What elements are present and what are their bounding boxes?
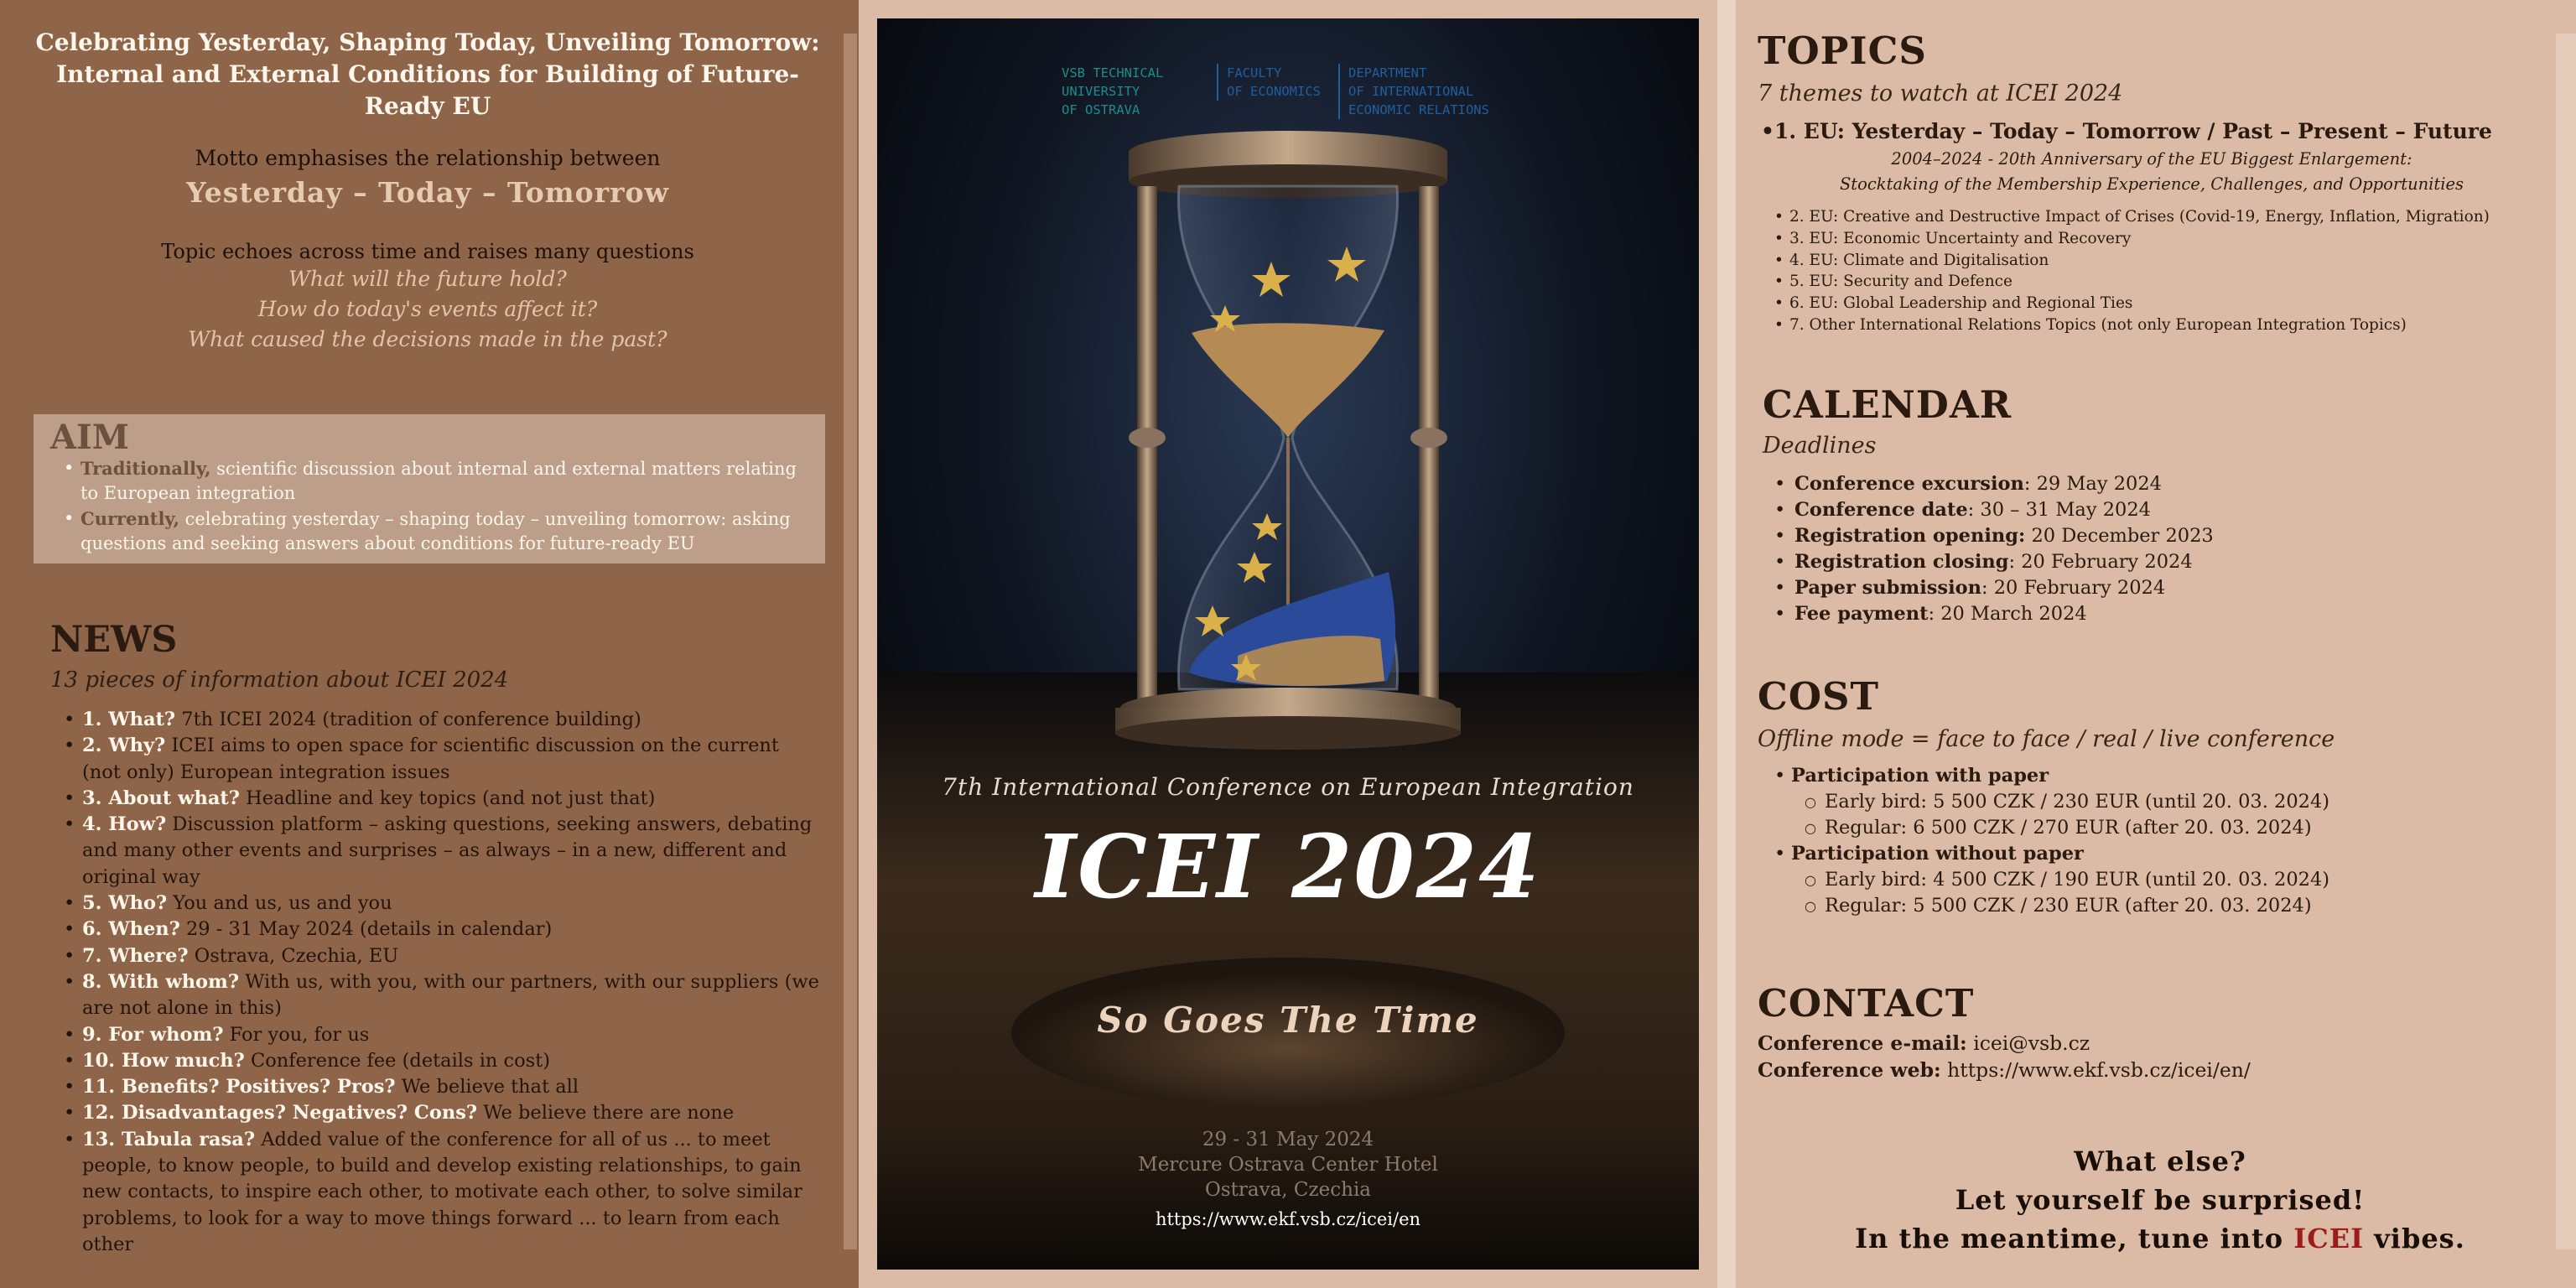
list-item — [1774, 523, 2214, 549]
item-label: Registration closing — [1794, 551, 2009, 573]
item-text: 20 December 2023 — [2025, 525, 2214, 547]
list-item — [50, 1100, 822, 1126]
logo-line: UNIVERSITY — [1062, 84, 1140, 99]
item-text: : 20 March 2024 — [1928, 603, 2087, 625]
closing-text: vibes. — [2364, 1223, 2465, 1254]
item-text: We believe that all — [395, 1076, 579, 1098]
email-label: Conference e-mail: — [1758, 1031, 1967, 1055]
cost-list — [1774, 763, 2329, 919]
item-label: Conference excursion — [1794, 473, 2024, 495]
item-label: 4. How? — [82, 813, 167, 836]
list-item — [50, 456, 805, 506]
list-item — [50, 969, 822, 1022]
conference-name: 7th International Conference on European Integration — [942, 773, 1634, 801]
topics-title: TOPICS — [1758, 29, 1927, 73]
left-panel — [0, 0, 859, 1288]
item-label: 5. Who? — [82, 892, 168, 915]
topic-main: • 1. EU: Yesterday – Today – Tomorrow / Past – Present – Future — [1774, 119, 2563, 143]
logo-line: OF OSTRAVA — [1062, 102, 1140, 117]
web-label: Conference web: — [1758, 1058, 1941, 1082]
cost-item: ○ Early bird: 5 500 CZK / 230 EUR (until 20. 03. 2024) — [1791, 789, 2329, 815]
item-label: 11. Benefits? Positives? Pros? — [82, 1076, 396, 1098]
echo-line: Topic echoes across time and raises many questions — [161, 240, 694, 263]
cost-sublist — [1791, 789, 2329, 841]
list-item — [1774, 601, 2214, 627]
cost-title: COST — [1758, 674, 1879, 719]
list-item — [1774, 497, 2214, 523]
closing-line: What else? — [2074, 1145, 2246, 1177]
cost-group-label: Participation without paper — [1791, 843, 2084, 865]
cost-group — [1774, 763, 2329, 841]
list-item: • 5. EU: Security and Defence — [1774, 271, 2563, 293]
list-item — [1774, 575, 2214, 601]
web-link[interactable]: https://www.ekf.vsb.cz/icei/en/ — [1940, 1058, 2251, 1082]
panel-edge — [844, 34, 857, 1249]
logo-line: OF ECONOMICS — [1227, 84, 1321, 99]
list-item — [1774, 471, 2214, 497]
topics-subtitle: 7 themes to watch at ICEI 2024 — [1758, 80, 2123, 106]
item-text: Conference fee (details in cost) — [244, 1049, 551, 1072]
logo-vsb — [1062, 64, 1163, 119]
question: How do today's events affect it? — [257, 297, 598, 321]
list-item: • 3. EU: Economic Uncertainty and Recovery — [1774, 228, 2563, 250]
list-item: • 7. Other International Relations Topics (not only European Integration Topics) — [1774, 314, 2563, 336]
poster-venue: Mercure Ostrava Center Hotel — [1138, 1154, 1438, 1176]
panel-edge — [1717, 0, 1736, 1288]
calendar-list — [1774, 471, 2214, 627]
list-item — [50, 917, 822, 943]
logo-faculty — [1217, 64, 1321, 101]
cost-sublist — [1791, 867, 2329, 919]
item-label: 8. With whom? — [82, 970, 240, 993]
item-label: 12. Disadvantages? Negatives? Cons? — [82, 1102, 478, 1124]
closing-line: Let yourself be surprised! — [1955, 1184, 2366, 1216]
item-text: We believe there are none — [477, 1102, 735, 1124]
contact-web — [1758, 1058, 2251, 1082]
cost-group — [1774, 841, 2329, 919]
cost-group-label: Participation with paper — [1791, 765, 2049, 787]
item-label: 7. Where? — [82, 944, 189, 967]
poster-motto: So Goes The Time — [1097, 1000, 1479, 1041]
news-title: NEWS — [50, 619, 178, 661]
calendar-subtitle: Deadlines — [1763, 433, 1877, 459]
item-label: 13. Tabula rasa? — [82, 1128, 256, 1150]
item-label: Registration opening: — [1794, 525, 2026, 547]
item-text: Added value of the conference for all of us ... to meet people, to know people, to build and develop existing relationships, to gain new contacts, to inspire each other, to motivate each other, to solve similar problems, to look for a way to move things forward ... to learn from each other — [82, 1128, 802, 1255]
topic-main-note: 2004–2024 - 20th Anniversary of the EU Biggest Enlargement: — [1891, 149, 2412, 169]
item-text: : 29 May 2024 — [2023, 473, 2162, 495]
aim-title: AIM — [50, 418, 130, 457]
item-text: For you, for us — [223, 1023, 370, 1046]
item-label: 2. Why? — [82, 735, 166, 757]
news-list — [50, 707, 822, 1258]
item-label: 10. How much? — [82, 1049, 245, 1072]
item-text: Ostrava, Czechia, EU — [188, 944, 399, 967]
university-logo — [1062, 47, 1531, 122]
item-label: 6. When? — [82, 918, 180, 941]
closing-text: In the meantime, tune into — [1855, 1223, 2294, 1254]
cost-item: ○ Early bird: 4 500 CZK / 190 EUR (until 20. 03. 2024) — [1791, 867, 2329, 893]
logo-line: ECONOMIC RELATIONS — [1348, 102, 1489, 117]
closing-line — [1758, 1223, 2563, 1254]
hourglass-illustration — [877, 18, 1699, 1270]
question: What caused the decisions made in the past? — [188, 327, 667, 351]
contact-email — [1758, 1031, 2090, 1055]
motto: Yesterday – Today – Tomorrow — [186, 176, 669, 209]
calendar-title: CALENDAR — [1763, 382, 2012, 427]
closing-accent: ICEI — [2293, 1223, 2365, 1254]
item-text: : 20 February 2024 — [1981, 577, 2166, 599]
item-text: : 20 February 2024 — [2008, 551, 2193, 573]
cost-subtitle: Offline mode = face to face / real / live conference — [1758, 726, 2335, 752]
logo-line: OF INTERNATIONAL — [1348, 84, 1474, 99]
item-text: 7th ICEI 2024 (tradition of conference building) — [175, 709, 641, 730]
item-text: Headline and key topics (and not just that) — [240, 787, 656, 809]
item-label: Paper submission — [1794, 577, 1981, 599]
list-item — [50, 812, 822, 891]
list-item — [50, 891, 822, 917]
logo-department — [1338, 64, 1489, 119]
cost-item: ○ Regular: 6 500 CZK / 270 EUR (after 20. 03. 2024) — [1791, 815, 2329, 841]
item-text: Discussion platform – asking questions, seeking answers, debating and many other events and surprises – as always – in a new, different and original way — [82, 813, 813, 888]
list-item — [50, 943, 822, 969]
list-item: • 6. EU: Global Leadership and Regional Ties — [1774, 293, 2563, 314]
email-link[interactable]: icei@vsb.cz — [1966, 1031, 2090, 1055]
topics-list — [1774, 206, 2563, 336]
item-label: Conference date — [1794, 499, 1968, 521]
item-text: With us, with you, with our partners, with our suppliers (we are not alone in this) — [82, 970, 819, 1020]
item-text: : 30 – 31 May 2024 — [1967, 499, 2151, 521]
list-item — [50, 1048, 822, 1074]
list-item — [50, 707, 822, 733]
item-text: You and us, us and you — [167, 892, 392, 915]
list-item: • 4. EU: Climate and Digitalisation — [1774, 250, 2563, 272]
item-text: 29 - 31 May 2024 (details in calendar) — [179, 918, 553, 941]
item-label: 3. About what? — [82, 787, 240, 809]
title-line: Internal and External Conditions for Building of Future-Ready EU — [56, 60, 799, 120]
list-item — [50, 1074, 822, 1100]
poster-date: 29 - 31 May 2024 — [1202, 1129, 1374, 1150]
item-label: Currently, — [80, 508, 179, 529]
item-label: Traditionally, — [80, 458, 211, 479]
contact-title: CONTACT — [1758, 981, 1975, 1026]
list-item — [50, 733, 822, 786]
item-text: ICEI aims to open space for scientific discussion on the current (not only) European integration issues — [82, 735, 779, 783]
news-subtitle: 13 pieces of information about ICEI 2024 — [50, 667, 509, 693]
list-item — [50, 1022, 822, 1048]
poster-city: Ostrava, Czechia — [1204, 1179, 1372, 1201]
question: What will the future hold? — [288, 267, 567, 291]
list-item: • 2. EU: Creative and Destructive Impact of Crises (Covid-19, Energy, Inflation, Migration) — [1774, 206, 2563, 228]
title-line: Celebrating Yesterday, Shaping Today, Unveiling Tomorrow: — [35, 29, 820, 56]
cost-item: ○ Regular: 5 500 CZK / 230 EUR (after 20. 03. 2024) — [1791, 893, 2329, 919]
poster — [877, 18, 1699, 1270]
item-label: 9. For whom? — [82, 1023, 224, 1046]
list-item — [1774, 549, 2214, 575]
list-item — [50, 1127, 822, 1258]
aim-list — [50, 456, 805, 557]
poster-title: ICEI 2024 — [1035, 815, 1541, 918]
motto-intro: Motto emphasises the relationship between — [195, 146, 661, 170]
right-panel — [1717, 0, 2576, 1288]
poster-web-link[interactable]: https://www.ekf.vsb.cz/icei/en — [1155, 1209, 1421, 1229]
item-label: 1. What? — [82, 709, 176, 730]
list-item — [50, 506, 805, 556]
topic-main-note: Stocktaking of the Membership Experience, Challenges, and Opportunities — [1839, 174, 2464, 194]
logo-line: FACULTY — [1227, 65, 1282, 80]
aim-section — [34, 414, 825, 564]
item-text: scientific discussion about internal and external matters relating to European integration — [80, 459, 797, 503]
page-title — [17, 27, 839, 122]
list-item — [50, 786, 822, 812]
item-text: celebrating yesterday – shaping today – unveiling tomorrow: asking questions and seeking answers about conditions for future-ready EU — [80, 509, 791, 553]
logo-line: VSB TECHNICAL — [1062, 65, 1164, 80]
item-label: Fee payment — [1794, 603, 1929, 625]
logo-line: DEPARTMENT — [1348, 65, 1427, 80]
